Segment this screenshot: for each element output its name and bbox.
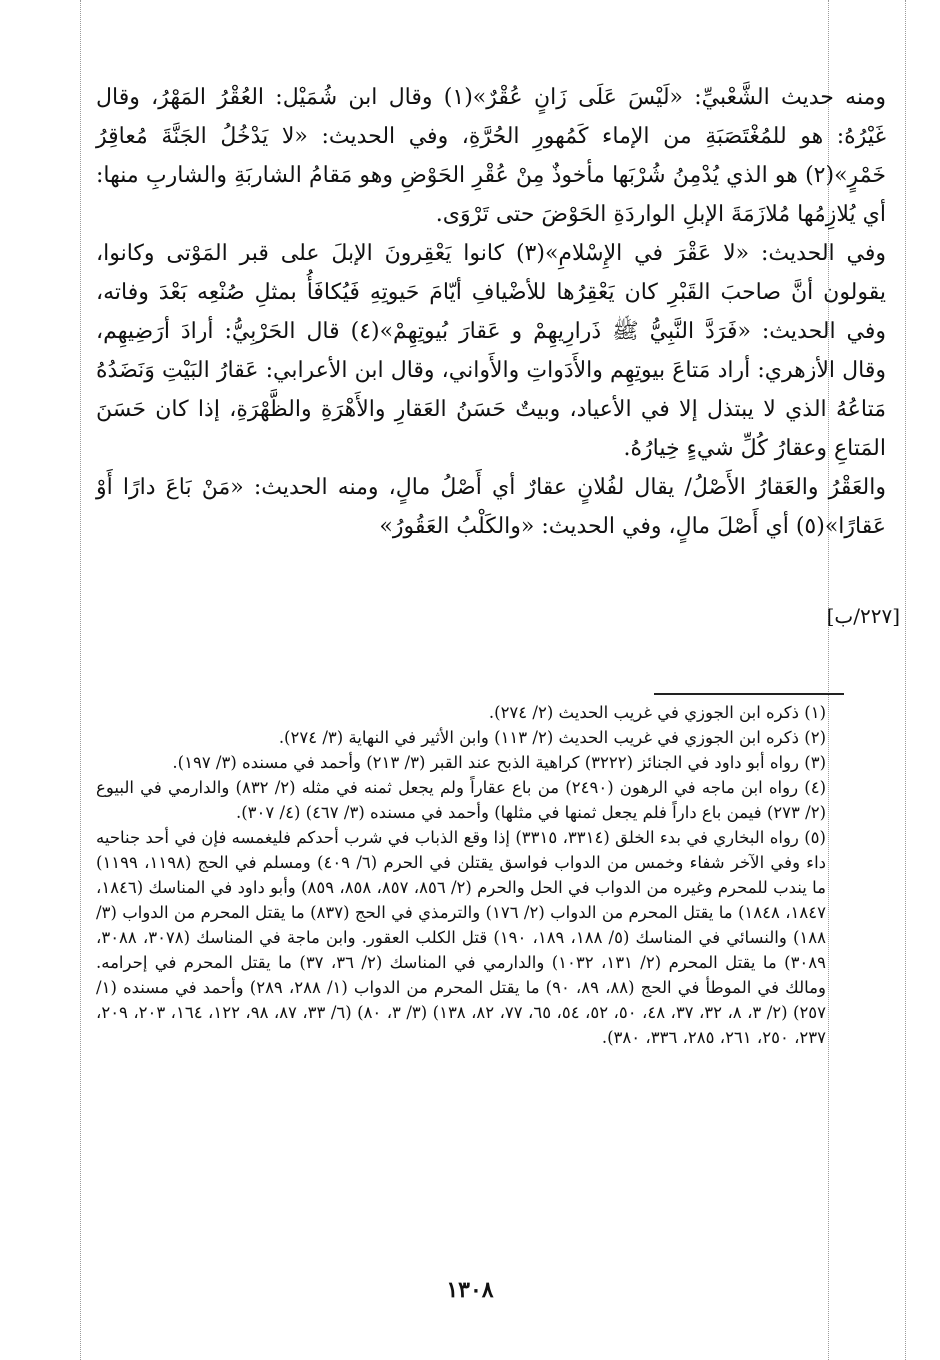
page-number: ١٣٠٨ bbox=[446, 1277, 494, 1303]
main-text bbox=[96, 78, 886, 546]
outer-dotted-guide bbox=[905, 0, 906, 1360]
folio-marker: [٢٢٧/ب] bbox=[826, 604, 900, 628]
footnote-5: (٥) رواه البخاري في بدء الخلق (٣٣١٤، ٣٣١٥) إذا وقع الذباب في شرب أحدكم فليغمسه فإن في أحد جناحيه داء وفي الآخر شفاء وخمس من الدواب فواسق يقتلن في الحرم (٦/ ٤٠٩) ومسلم في الحج (١١٩٨، ١١٩٩) ما يندب للمحرم وغيره من الدواب في الحل والحرم (٢/ ٨٥٦، ٨٥٧، ٨٥٨، ٨٥٩) وأبو داود في المناسك (١٨٤٦، ١٨٤٧، ١٨٤٨) ما يقتل المحرم من الدواب (٢/ ١٧٦) والترمذي في الحج (٨٣٧) ما يقتل المحرم من الدواب (٣/ ١٨٨) والنسائي في المناسك (٥/ ١٨٨، ١٨٩، ١٩٠) قتل الكلب العقور. وابن ماجة في المناسك (٣٠٧٨، ٣٠٨٨، ٣٠٨٩) ما يقتل المحرم (٢/ ١٣١، ١٠٣٢) والدارمي في المناسك (٢/ ٣٦، ٣٧) ما يقتل المحرم في إحرامه. ومالك في الموطأ في الحج (٨٨، ٨٩، ٩٠) ما يقتل المحرم من الدواب (١/ ٢٨٨، ٢٨٩) وأحمد في مسنده (١/ ٢٥٧) (٢/ ٣، ٨، ٣٢، ٣٧، ٤٨، ٥٠، ٥٢، ٥٤، ٦٥، ٧٧، ٨٢، ١٣٨) (٣/ ٣، ٨٠) (٦/ ٣٣، ٨٧، ٩٨، ١٢٢، ١٦٤، ٢٠٣، ٢٠٩، ٢٣٧، ٢٥٠، ٢٦١، ٢٨٥، ٣٣٦، ٣٨٠). bbox=[96, 828, 827, 1047]
footnote-2: (٢) ذكره ابن الجوزي في غريب الحديث (٢/ ١١٣) وابن الأثير في النهاية (٣/ ٢٧٤). bbox=[278, 728, 826, 747]
footnote-1: (١) ذكره ابن الجوزي في غريب الحديث (٢/ ٢٧٤). bbox=[488, 703, 826, 722]
body-paragraph-2: وفي الحديث: «لا عَقْرَ في الإِسْلامِ»(٣) كانوا يَعْقِرونَ الإبلَ على قبر المَوْتى وكانوا، يقولون أنَّ صاحبَ القَبْرِ كان يَعْقِرُها للأضْيافِ أيّامَ حَيوتِهِ فَيُكافَأُ بمثلِ صُنْعِه بَعْدَ وفاته، وفي الحديث: «فَرَدَّ النَّبِيُّ ﷺ ذَرارِيهِمْ و عَقارَ بُيوتِهِمْ»(٤) قال الحَرْبِيُّ: أرادَ أرَضِيهِم، وقال الأزهري: أراد مَتاعَ بيوتِهِم والأَدَواتِ والأَواني، وقال ابن الأعرابي: عَقارُ البَيْتِ وَنَضَدُهُ مَتاعُهُ الذي لا يبتذل إلا في الأعياد، وبيتٌ حَسَنُ العَقارِ والأَهْرَةِ والظَّهْرَةِ، إذا كان حَسَنَ المَتاعِ وعقارُ كُلِّ شيءٍ خِيارُهُ. bbox=[96, 241, 887, 461]
body-paragraph-3: والعَقْرُ والعَقارُ الأَصْلُ/ يقال لفُلانٍ عقارٌ أي أَصْلُ مالٍ، ومنه الحديث: «مَنْ بَاعَ دارًا أَوْ عَقارًا»(٥) أي أَصْلَ مالٍ، وفي الحديث: «والكَلْبُ العَقُورُ» bbox=[96, 475, 886, 539]
left-dotted-guide bbox=[80, 0, 81, 1360]
footnote-separator bbox=[654, 693, 844, 695]
body-paragraph-1: ومنه حديث الشَّعْبيِّ: «لَيْسَ عَلَى زَانٍ عُقْرٌ»(١) وقال ابن شُمَيْل: العُقْرُ المَهْرُ، وقال غَيْرُهُ: هو للمُغْتَصَبَةِ من الإماء كَمُهورِ الحُرَّةِ، وفي الحديث: «لا يَدْخُلُ الجَنَّةَ مُعاقِرُ خَمْرٍ»(٢) هو الذي يُدْمِنُ شُرْبَها مأخوذٌ مِنْ عُقْرِ الحَوْضِ وهو مَقامُ الشاربَةِ والشاربِ منها: أي يُلازِمُها مُلازَمَةَ الإبلِ الواردَةِ الحَوْضَ حتى تَرْوَى. bbox=[96, 85, 886, 227]
footnotes bbox=[96, 700, 826, 1050]
footnote-3: (٣) رواه أبو داود في الجنائز (٣٢٢٢) كراهية الذبح عند القبر (٣/ ٢١٣) وأحمد في مسنده (٣/ ١٩٧). bbox=[172, 753, 826, 772]
footnote-4: (٤) رواه ابن ماجه في الرهون (٢٤٩٠) من باع عقاراً ولم يجعل ثمنه في مثله (٢/ ٨٣٢) والدارمي في البيوع (٢/ ٢٧٣) فيمن باع داراً فلم يجعل ثمنها في مثلها) وأحمد في مسنده (٣/ ٤٦٧) (٤/ ٣٠٧). bbox=[96, 778, 826, 822]
